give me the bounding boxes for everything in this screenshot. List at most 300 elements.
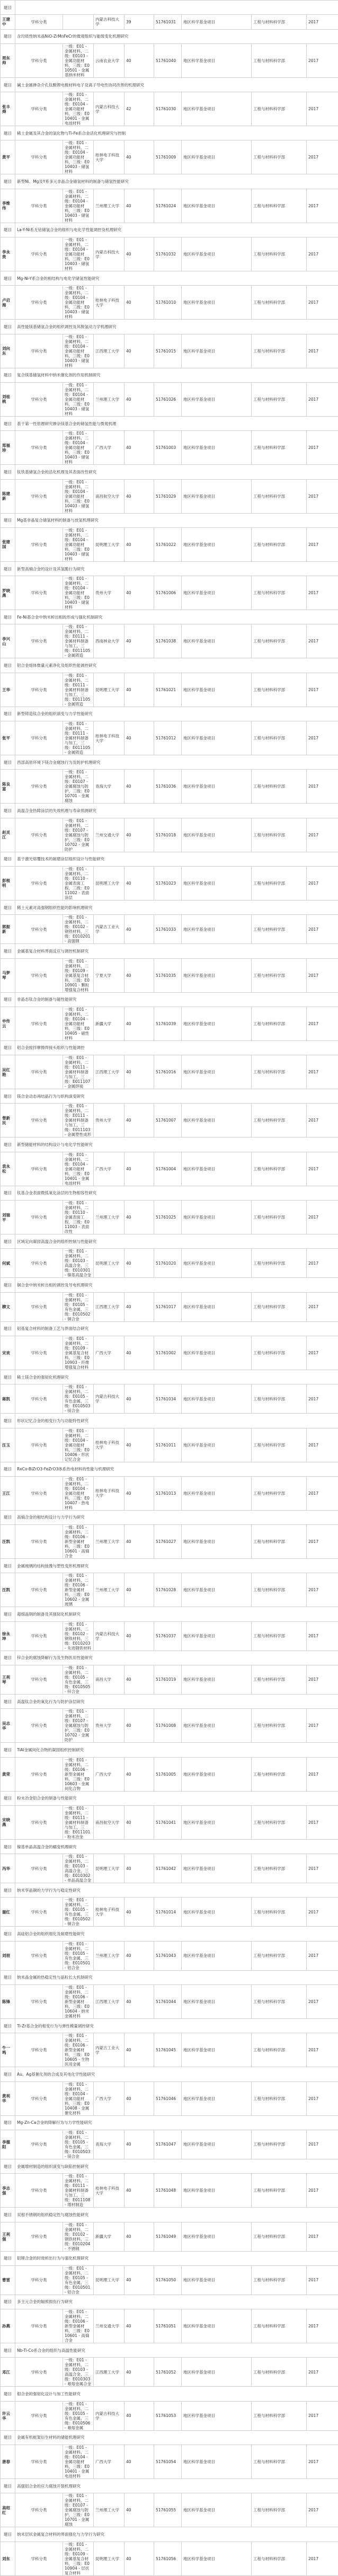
project-title: 铝合金搅拌摩擦焊接头组织与性能调控	[15, 1040, 338, 1055]
pi-name: 袁永松	[1, 1152, 15, 1186]
project-detail-row	[1, 1292, 338, 1321]
institution: 兰州理工大学	[94, 1201, 124, 1234]
project-detail-row	[1, 2401, 338, 2430]
funding-amount: 40	[124, 958, 154, 992]
approval-code: 51761022	[154, 527, 182, 561]
year: 2017	[307, 770, 338, 804]
approval-code: 51761043	[154, 1941, 182, 1970]
grant-table-body	[1, 1, 338, 2576]
project-type: 地区科学基金项目	[182, 721, 252, 755]
institution: 江西理工大学	[94, 1292, 124, 1321]
project-type: 地区科学基金项目	[182, 2130, 252, 2159]
project-detail-row	[1, 1621, 338, 1651]
discipline: 一级：E01 - 金属材料，二级：E0111 - 金属材料制备与加工，三级：E011107 - 金属焊接	[63, 1055, 94, 1089]
discipline: 一级：E01 - 金属材料，二级：E0111 - 金属材料制备与加工，三级：E011105 - 金属铸造	[63, 673, 94, 707]
department: 工程与材料科学部	[252, 2265, 307, 2295]
project-title-row	[1, 992, 338, 1007]
funding-amount: 40	[124, 866, 154, 900]
approval-code: 51761003	[154, 431, 182, 465]
project-title: 基于激光熔覆技术的耐磨涂层组织设计与性能研究	[15, 852, 338, 866]
discipline: 一级：E01 - 金属材料，二级：E0107 - 金属腐蚀与防护，三级：E010701 - 金属腐蚀	[63, 770, 94, 804]
project-type: 地区科学基金项目	[182, 382, 252, 416]
funding-amount: 40	[124, 140, 154, 174]
project-type: 地区科学基金项目	[182, 915, 252, 944]
title-label: 题目	[1, 944, 15, 958]
institution: 内蒙古科技大学	[94, 15, 124, 29]
discipline: 一级：E01 - 金属材料，二级：E0103 - 金属功能材料，三级：E010501 - 金属基纳米材料	[63, 43, 94, 77]
project-title-row	[1, 804, 338, 818]
project-type: 地区科学基金项目	[182, 479, 252, 513]
project-title: 金属增材制造的组织演变与缺陷控制研究	[15, 2159, 338, 2173]
project-title: 铜合金中纳米析出相的调控及导电机理研究	[15, 1278, 338, 1292]
project-type: 地区科学基金项目	[182, 770, 252, 804]
funding-amount: 40	[124, 1384, 154, 1414]
funding-amount: 40	[124, 1621, 154, 1651]
title-label: 题目	[1, 174, 15, 189]
department: 工程与材料科学部	[252, 1709, 307, 1743]
project-title: 碱土金属掺杂介孔钛酸锂电极材料电子及离子导电性协同改善的机理研究	[15, 77, 338, 92]
funding-amount: 40	[124, 1854, 154, 1883]
project-type: 地区科学基金项目	[182, 1898, 252, 1927]
project-type: 地区科学基金项目	[182, 1152, 252, 1186]
year: 2017	[307, 1665, 338, 1694]
pi-name: 汪凯	[1, 1525, 15, 1559]
project-type: 地区科学基金项目	[182, 1336, 252, 1370]
project-type: 地区科学基金项目	[182, 1104, 252, 1137]
department: 工程与材料科学部	[252, 1249, 307, 1278]
project-title: 纳米层状金属复合材料的界面强化与力学行为研究	[15, 2527, 338, 2542]
project-detail-row	[1, 1805, 338, 1839]
funding-amount: 40	[124, 2542, 154, 2575]
project-type: 地区科学基金项目	[182, 92, 252, 126]
pi-name: 汪凯	[1, 1573, 15, 1607]
discipline: 一级：E01 - 金属材料，二级：E0102 - 钢铁材料，三级：E010203 - 先进钢铁材料	[63, 1621, 94, 1651]
funding-amount: 40	[124, 1336, 154, 1370]
project-type: 地区科学基金项目	[182, 2265, 252, 2295]
department: 工程与材料科学部	[252, 2445, 307, 2479]
funding-amount: 40	[124, 2358, 154, 2387]
pi-name: 王利强	[1, 2222, 15, 2251]
project-type: 地区科学基金项目	[182, 1757, 252, 1791]
funding-amount: 40	[124, 1709, 154, 1743]
approval-code: 51761012	[154, 721, 182, 755]
discipline: 一级：E01 - 金属材料，二级：E0105 - 有色金属，三级：E010505 - 锌合金	[63, 1665, 94, 1694]
discipline: 一级：E01 - 金属材料，二级：E0105 - 有色金属，三级：E010503 - 镁合金	[63, 2130, 94, 2159]
title-label: 题目	[1, 1927, 15, 1941]
project-title-row	[1, 368, 338, 382]
title-label: 题目	[1, 707, 15, 721]
discipline	[63, 15, 94, 29]
project-type: 地区科学基金项目	[182, 2401, 252, 2430]
discipline: 一级：E01 - 金属材料，二级：E0104 - 金属功能材料，三级：E010403 - 储氢材料	[63, 189, 94, 223]
project-type: 地区科学基金项目	[182, 2358, 252, 2387]
approval-code: 51761037	[154, 1621, 182, 1651]
pi-name: 郑福珍	[1, 431, 15, 465]
title-label: 题目	[1, 755, 15, 770]
project-title-row	[1, 1234, 338, 1249]
project-title: 金属有机框架衍生材料的储能机理研究	[15, 2430, 338, 2445]
year: 2017	[307, 1709, 338, 1743]
title-label: 题目	[1, 29, 15, 43]
funding-amount: 40	[124, 1665, 154, 1694]
project-title: 稀土金属及其合金的氢化物与Ti-Fe系合金活化机理研究与控制	[15, 126, 338, 140]
project-detail-row	[1, 1573, 338, 1607]
discipline: 一级：E01 - 金属材料，二级：E0106 - 新型金属材料，三级：E010601 - 高熵合金	[63, 1525, 94, 1559]
institution: 江西理工大学	[94, 1055, 124, 1089]
discipline-label: 学科分类	[15, 1525, 63, 1559]
year: 2017	[307, 1476, 338, 1510]
year: 2017	[307, 1805, 338, 1839]
year: 2017	[307, 1292, 338, 1321]
project-type: 地区科学基金项目	[182, 1201, 252, 1234]
institution: 南昌航空大学	[94, 1805, 124, 1839]
institution: 兰州理工大学	[94, 1525, 124, 1559]
pi-name: 刘桂桃	[1, 382, 15, 416]
title-label: 题目	[1, 2067, 15, 2081]
institution: 青海大学	[94, 2130, 124, 2159]
project-title: 高温钛合金的氧化行为与防护涂层研究	[15, 1694, 338, 1708]
pi-name: 孙燕	[1, 2309, 15, 2343]
project-type: 地区科学基金项目	[182, 1573, 252, 1607]
institution: 兰州交通大学	[94, 818, 124, 852]
project-title-row	[1, 1137, 338, 1152]
department: 工程与材料科学部	[252, 1152, 307, 1186]
approval-code: 51761028	[154, 1573, 182, 1607]
title-label: 题目	[1, 1278, 15, 1292]
pi-name: 吴志华	[1, 1709, 15, 1743]
institution: 内蒙古工业大学	[94, 915, 124, 944]
discipline-label: 学科分类	[15, 2542, 63, 2575]
institution: 昆明理工大学	[94, 1249, 124, 1278]
project-type: 地区科学基金项目	[182, 1854, 252, 1883]
discipline-label: 学科分类	[15, 958, 63, 992]
discipline: 一级：E01 - 金属材料，二级：E0105 - 有色金属，三级：E010503 - 镁合金	[63, 1384, 94, 1414]
institution: 兰州理工大学	[94, 1573, 124, 1607]
approval-code: 51761014	[154, 1898, 182, 1927]
discipline: 一级：E01 - 金属材料，二级：E0111 - 金属材料制备与加工，三级：E011103 - 金属塑性成形	[63, 1104, 94, 1137]
project-type: 地区科学基金项目	[182, 189, 252, 223]
discipline-label: 学科分类	[15, 1007, 63, 1040]
year: 2017	[307, 958, 338, 992]
discipline: 一级：E01 - 金属材料，二级：E0104 - 金属功能材料，三级：E010405 - 磁性材料	[63, 1007, 94, 1040]
pi-name: 刘朋	[1, 1941, 15, 1970]
approval-code: 51761023	[154, 866, 182, 900]
funding-amount: 40	[124, 2222, 154, 2251]
year: 2017	[307, 1249, 338, 1278]
project-type: 地区科学基金项目	[182, 2174, 252, 2208]
department: 工程与材料科学部	[252, 1985, 307, 2019]
year: 2017	[307, 1621, 338, 1651]
department: 工程与材料科学部	[252, 2174, 307, 2208]
project-title: 超细晶钢的制备及其强韧化机制研究	[15, 1607, 338, 1621]
project-detail-row	[1, 1709, 338, 1743]
title-label: 题目	[1, 2115, 15, 2130]
title-label: 题目	[1, 126, 15, 140]
year: 2017	[307, 2542, 338, 2575]
discipline-label: 学科分类	[15, 2309, 63, 2343]
year: 2017	[307, 1757, 338, 1791]
project-type: 地区科学基金项目	[182, 140, 252, 174]
project-title-row	[1, 610, 338, 624]
department: 工程与材料科学部	[252, 2493, 307, 2527]
project-title-row	[1, 77, 338, 92]
title-label: 题目	[1, 1559, 15, 1573]
title-label: 题目	[1, 1, 15, 15]
department: 工程与材料科学部	[252, 624, 307, 658]
pi-name: 彭根明	[1, 866, 15, 900]
project-title-row	[1, 1462, 338, 1476]
department: 工程与材料科学部	[252, 92, 307, 126]
funding-amount: 40	[124, 2265, 154, 2295]
pi-name: 李永贵	[1, 237, 15, 271]
department: 工程与材料科学部	[252, 140, 307, 174]
project-detail-row	[1, 1152, 338, 1186]
discipline: 一级：E01 - 金属材料，二级：E0106 - 新型金属材料，三级：E010605 - 生物医用金属	[63, 2033, 94, 2067]
discipline-label: 学科分类	[15, 673, 63, 707]
project-detail-row	[1, 2222, 338, 2251]
department: 工程与材料科学部	[252, 1898, 307, 1927]
institution: 兰州交通大学	[94, 2309, 124, 2343]
funding-amount: 40	[124, 1476, 154, 1510]
discipline-label: 学科分类	[15, 1854, 63, 1883]
discipline-label: 学科分类	[15, 1201, 63, 1234]
institution: 广西大学	[94, 1336, 124, 1370]
institution: 内蒙古工业大学	[94, 2033, 124, 2067]
year: 2017	[307, 1428, 338, 1462]
year: 2017	[307, 237, 338, 271]
discipline: 一级：E01 - 金属材料，二级：E0104 - 金属功能材料，三级：E010403 - 储氢材料	[63, 479, 94, 513]
department: 工程与材料科学部	[252, 770, 307, 804]
project-detail-row	[1, 1985, 338, 2019]
approval-code: 51761053	[154, 2401, 182, 2430]
project-title: 钼合金的强韧化设计与加工性能研究	[15, 2387, 338, 2401]
department: 工程与材料科学部	[252, 527, 307, 561]
discipline: 一级：E01 - 金属材料，二级：E0104 - 金属功能材料，三级：E010403 - 储氢材料	[63, 237, 94, 271]
funding-amount: 40	[124, 2174, 154, 2208]
funding-amount: 40	[124, 286, 154, 320]
pi-name: 冯华	[1, 1854, 15, 1883]
approval-code: 51761056	[154, 2542, 182, 2575]
approval-code: 51761018	[154, 818, 182, 852]
pi-name: 黄利华	[1, 2081, 15, 2115]
approval-code: 51761027	[154, 1525, 182, 1559]
project-detail-row	[1, 2174, 338, 2208]
title-label: 题目	[1, 1414, 15, 1428]
institution: 云南农业大学	[94, 43, 124, 77]
discipline-label: 学科分类	[15, 237, 63, 271]
year: 2017	[307, 2445, 338, 2479]
project-title-row	[1, 2527, 338, 2542]
year: 2017	[307, 189, 338, 223]
year: 2017	[307, 2265, 338, 2295]
title-label: 题目	[1, 1651, 15, 1665]
project-title: 铝锂合金的时效析出行为与强化机理研究	[15, 2251, 338, 2265]
project-title: 高温合金热障涂层的失效机理与寿命预测研究	[15, 804, 338, 818]
pi-name: 何斌	[1, 1249, 15, 1278]
project-detail-row	[1, 2130, 338, 2159]
title-label: 题目	[1, 610, 15, 624]
approval-code: 51761054	[154, 2445, 182, 2479]
project-detail-row	[1, 382, 338, 416]
institution: 新疆大学	[94, 2222, 124, 2251]
project-title-row	[1, 852, 338, 866]
institution: 昆明理工大学	[94, 2542, 124, 2575]
project-detail-row	[1, 2081, 338, 2115]
discipline: 一级：E01 - 金属材料，二级：E0107 - 金属腐蚀与防护，三级：E010702 - 金属防护	[63, 818, 94, 852]
project-detail-row	[1, 2033, 338, 2067]
discipline: 一级：E01 - 金属材料，二级：E0104 - 金属功能材料，三级：E010401 - 金属电池材料	[63, 1152, 94, 1186]
title-label: 题目	[1, 1694, 15, 1708]
project-title: 新型铸造钛合金的组织演变与力学性能研究	[15, 707, 338, 721]
discipline-label: 学科分类	[15, 1898, 63, 1927]
project-type: 地区科学基金项目	[182, 673, 252, 707]
project-detail-row	[1, 1898, 338, 1927]
project-detail-row	[1, 15, 338, 29]
project-type: 地区科学基金项目	[182, 624, 252, 658]
department: 工程与材料科学部	[252, 1428, 307, 1462]
discipline-label: 学科分类	[15, 770, 63, 804]
pi-name: 王华	[1, 673, 15, 707]
year: 2017	[307, 1854, 338, 1883]
discipline: 一级：E01 - 金属材料，二级：E0109 - 金属基复合材料，三级：E010903 - 纤维增强复合材料	[63, 1336, 94, 1370]
funding-amount: 40	[124, 2130, 154, 2159]
project-detail-row	[1, 334, 338, 368]
project-title-row	[1, 1651, 338, 1665]
discipline-label: 学科分类	[15, 1757, 63, 1791]
funding-amount: 40	[124, 1805, 154, 1839]
project-type: 地区科学基金项目	[182, 1621, 252, 1651]
department: 工程与材料科学部	[252, 2081, 307, 2115]
institution: 兰州理工大学	[94, 1941, 124, 1970]
discipline-label: 学科分类	[15, 1621, 63, 1651]
discipline: 一级：E01 - 金属材料，二级：E0111 - 金属材料制备与加工，三级：E011105 - 金属铸造	[63, 624, 94, 658]
pi-name: 刘向东	[1, 334, 15, 368]
funding-amount: 40	[124, 1985, 154, 2019]
funding-amount: 40	[124, 334, 154, 368]
project-detail-row	[1, 189, 338, 223]
funding-amount: 40	[124, 624, 154, 658]
title-label: 题目	[1, 2479, 15, 2493]
department: 工程与材料科学部	[252, 15, 307, 29]
discipline: 一级：E01 - 金属材料，二级：E0111 - 金属材料制备与加工，三级：E011108 - 增材制造	[63, 2174, 94, 2208]
discipline: 一级：E01 - 金属材料，二级：E0106 - 新型金属材料，三级：E010603 - 金属间化合物	[63, 1757, 94, 1791]
discipline-label: 学科分类	[15, 527, 63, 561]
pi-name: 周东帅	[1, 43, 15, 77]
discipline-label: 学科分类	[15, 818, 63, 852]
project-detail-row	[1, 576, 338, 610]
approval-code: 51761035	[154, 958, 182, 992]
discipline-label: 学科分类	[15, 15, 63, 29]
title-label: 题目	[1, 2343, 15, 2358]
department: 工程与材料科学部	[252, 189, 307, 223]
project-title: 区域定向凝固高温合金的组织控制与性能研究	[15, 1234, 338, 1249]
project-detail-row	[1, 1665, 338, 1694]
project-title: 基于第一性原理研究掺杂镁基合金的储氢性能与微观机理	[15, 416, 338, 430]
funding-amount: 40	[124, 382, 154, 416]
approval-code: 51761026	[154, 382, 182, 416]
year: 2017	[307, 866, 338, 900]
approval-code: 51761052	[154, 2358, 182, 2387]
year: 2017	[307, 818, 338, 852]
department: 工程与材料科学部	[252, 576, 307, 610]
project-detail-row	[1, 140, 338, 174]
pi-name: 郭振新	[1, 915, 15, 944]
project-type: 地区科学基金项目	[182, 1985, 252, 2019]
project-title: 稀土镁合金的强韧化机理研究	[15, 1370, 338, 1384]
pi-name: 曹雷	[1, 2265, 15, 2295]
institution: 广西大学	[94, 1152, 124, 1186]
project-detail-row	[1, 2265, 338, 2295]
discipline-label: 学科分类	[15, 431, 63, 465]
approval-code: 51761029	[154, 479, 182, 513]
project-detail-row	[1, 1249, 338, 1278]
title-label: 题目	[1, 465, 15, 479]
pi-name: 赵灵江	[1, 818, 15, 852]
project-detail-row	[1, 1941, 338, 1970]
department: 工程与材料科学部	[252, 1941, 307, 1970]
year: 2017	[307, 1941, 338, 1970]
pi-name: 黄平	[1, 140, 15, 174]
project-detail-row	[1, 1384, 338, 1414]
project-type: 地区科学基金项目	[182, 334, 252, 368]
title-label: 题目	[1, 77, 15, 92]
department: 工程与材料科学部	[252, 866, 307, 900]
department: 工程与材料科学部	[252, 1055, 307, 1089]
discipline-label: 学科分类	[15, 721, 63, 755]
department: 工程与材料科学部	[252, 334, 307, 368]
discipline: 一级：E01 - 金属材料，二级：E0105 - 有色金属，三级：E010501 - 铝合金	[63, 2265, 94, 2295]
year: 2017	[307, 1152, 338, 1186]
pi-name: 宋晓燕	[1, 1805, 15, 1839]
project-title-row	[1, 416, 338, 430]
project-title: Nb-Ti-Co系合金的组织与高温性能研究	[15, 2343, 338, 2358]
pi-name: 黄荣	[1, 1757, 15, 1791]
discipline-label: 学科分类	[15, 1104, 63, 1137]
discipline: 一级：E01 - 金属材料，二级：E0104 - 金属功能材料，三级：E010403 - 储氢材料	[63, 334, 94, 368]
project-title: RxCo-BiZrO3-FeZrO3体系热电材料的性能与机理研究	[15, 1462, 338, 1476]
project-type: 地区科学基金项目	[182, 1709, 252, 1743]
project-detail-row	[1, 1201, 338, 1234]
project-title-row	[1, 223, 338, 237]
discipline: 一级：E01 - 金属材料，二级：E0104 - 金属功能材料，三级：E010403 - 储氢材料	[63, 576, 94, 610]
project-type: 地区科学基金项目	[182, 2033, 252, 2067]
department: 工程与材料科学部	[252, 673, 307, 707]
institution: 内蒙古科技大学	[94, 2401, 124, 2430]
year: 2017	[307, 2081, 338, 2115]
institution: 江西理工大学	[94, 334, 124, 368]
discipline: 一级：E01 - 金属材料，二级：E0107 - 金属腐蚀与防护，三级：E010701 - 金属腐蚀	[63, 2493, 94, 2527]
approval-code: 51761025	[154, 1201, 182, 1234]
department: 工程与材料科学部	[252, 1805, 307, 1839]
discipline-label: 学科分类	[15, 1476, 63, 1510]
year: 2017	[307, 1336, 338, 1370]
funding-amount: 40	[124, 2081, 154, 2115]
pi-name: 汪玉	[1, 1428, 15, 1462]
funding-amount: 40	[124, 1428, 154, 1462]
title-label: 题目	[1, 1883, 15, 1898]
approval-code: 51761010	[154, 286, 182, 320]
pi-name: 刘瑞平	[1, 1201, 15, 1234]
title-label: 题目	[1, 2295, 15, 2309]
project-title-row	[1, 1970, 338, 1984]
project-title-row	[1, 2387, 338, 2401]
project-title-row	[1, 2343, 338, 2358]
funding-amount: 40	[124, 237, 154, 271]
project-detail-row	[1, 479, 338, 513]
approval-code: 51761034	[154, 1384, 182, 1414]
discipline-label: 学科分类	[15, 2358, 63, 2387]
project-title-row	[1, 2251, 338, 2265]
